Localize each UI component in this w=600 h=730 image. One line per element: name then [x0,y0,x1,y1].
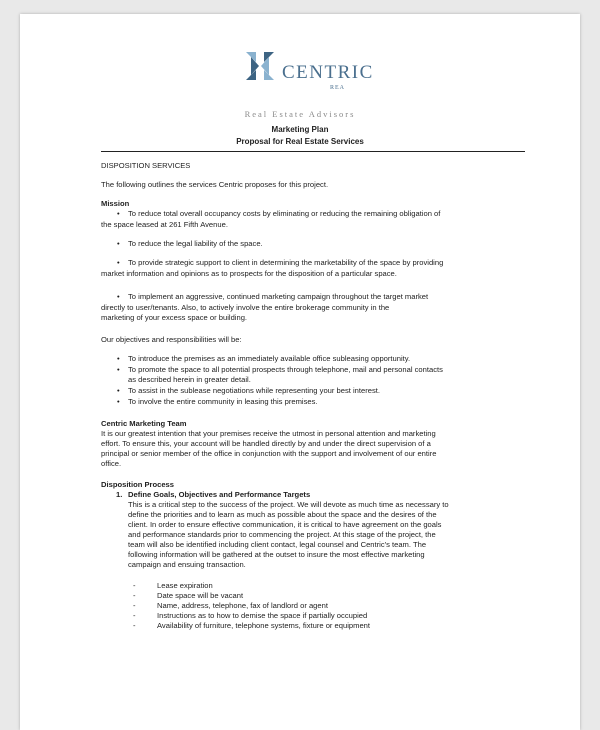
process-line-1: This is a critical step to the success of the project. We will devote as much time as necessary to [128,500,449,509]
info-item-5: Availability of furniture, telephone systems, fixture or equipment [157,621,371,630]
dash-marker: - [133,581,136,590]
objective-item-3: To assist in the sublease negotiations while representing your best interest. [128,386,381,395]
bullet-icon: • [117,365,120,374]
process-line-5: team will also be identified including client contact, legal counsel and Centric's team. The [128,540,427,549]
objective-item-4: To involve the entire community in leasing this premises. [128,397,318,406]
info-item-3: Name, address, telephone, fax of landlord or agent [157,601,328,610]
bullet-icon: • [117,239,120,248]
mission-item-3-line-2: market information and opinions as to prospects for the disposition of a particular space. [101,269,397,278]
process-line-4: and performance standards prior to commencing the project. At this stage of the project, the [128,530,436,539]
objectives-intro: Our objectives and responsibilities will be: [101,335,242,344]
logo-sub: REA [330,85,345,91]
info-item-2: Date space will be vacant [157,591,244,600]
bullet-icon: • [117,209,120,218]
section-heading-mission: Mission [101,199,130,208]
document-subtitle: Proposal for Real Estate Services [236,137,364,146]
step-number: 1. [116,490,123,499]
disposition-intro: The following outlines the services Centric proposes for this project. [101,180,329,189]
section-heading-team: Centric Marketing Team [101,419,187,428]
centric-arrows-logo-icon [242,48,278,84]
team-line-4: office. [101,459,122,468]
bullet-icon: • [117,292,120,301]
info-item-4: Instructions as to how to demise the space if partially occupied [157,611,368,620]
dash-marker: - [133,611,136,620]
mission-item-1-line-2: the space leased at 261 Fifth Avenue. [101,220,228,229]
step-title: Define Goals, Objectives and Performance Targets [128,490,311,499]
document-page [20,14,580,730]
process-line-7: campaign and ensuing transaction. [128,560,246,569]
mission-item-4-line-2: directly to user/tenants. Also, to actively involve the entire brokerage community in the [101,303,390,312]
info-item-1: Lease expiration [157,581,213,590]
company-logo [242,48,442,102]
bullet-icon: • [117,258,120,267]
section-heading-disposition: DISPOSITION SERVICES [101,161,191,170]
mission-item-2: To reduce the legal liability of the space. [128,239,263,248]
dash-marker: - [133,591,136,600]
logo-name: CENTRIC [282,62,374,83]
header-divider [101,151,525,152]
dash-marker: - [133,621,136,630]
objective-item-2-line-1: To promote the space to all potential prospects through telephone, mail and personal contacts [128,365,443,374]
objective-item-2-line-2: as described herein in greater detail. [128,375,251,384]
mission-item-3-line-1: To provide strategic support to client in determining the marketability of the space by providing [128,258,444,267]
process-line-6: following information will be gathered at the outset to insure the most effective marketing [128,550,425,559]
document-title: Marketing Plan [271,125,329,134]
mission-item-1-line-1: To reduce total overall occupancy costs by eliminating or reducing the remaining obligation of [128,209,441,218]
team-line-3: principal or senior member of the office in conjunction with the support and involvement of our entire [101,449,437,458]
team-line-1: It is our greatest intention that your premises receive the utmost in personal attention and marketing [101,429,436,438]
mission-item-4-line-1: To implement an aggressive, continued marketing campaign throughout the target market [128,292,429,301]
dash-marker: - [133,601,136,610]
team-line-2: effort. To ensure this, your account will be handled directly by and under the direct supervision of a [101,439,431,448]
bullet-icon: • [117,386,120,395]
logo-tagline: Real Estate Advisors [244,109,356,119]
bullet-icon: • [117,354,120,363]
section-heading-process: Disposition Process [101,480,175,489]
bullet-icon: • [117,397,120,406]
process-line-3: client. In order to ensure effective communication, it is critical to have agreement on the goals [128,520,442,529]
objective-item-1: To introduce the premises as an immediately available office subleasing opportunity. [128,354,411,363]
mission-item-4-line-3: marketing of your excess space or building. [101,313,248,322]
process-line-2: define the priorities and to learn as much as possible about the space and the desires of the [128,510,437,519]
